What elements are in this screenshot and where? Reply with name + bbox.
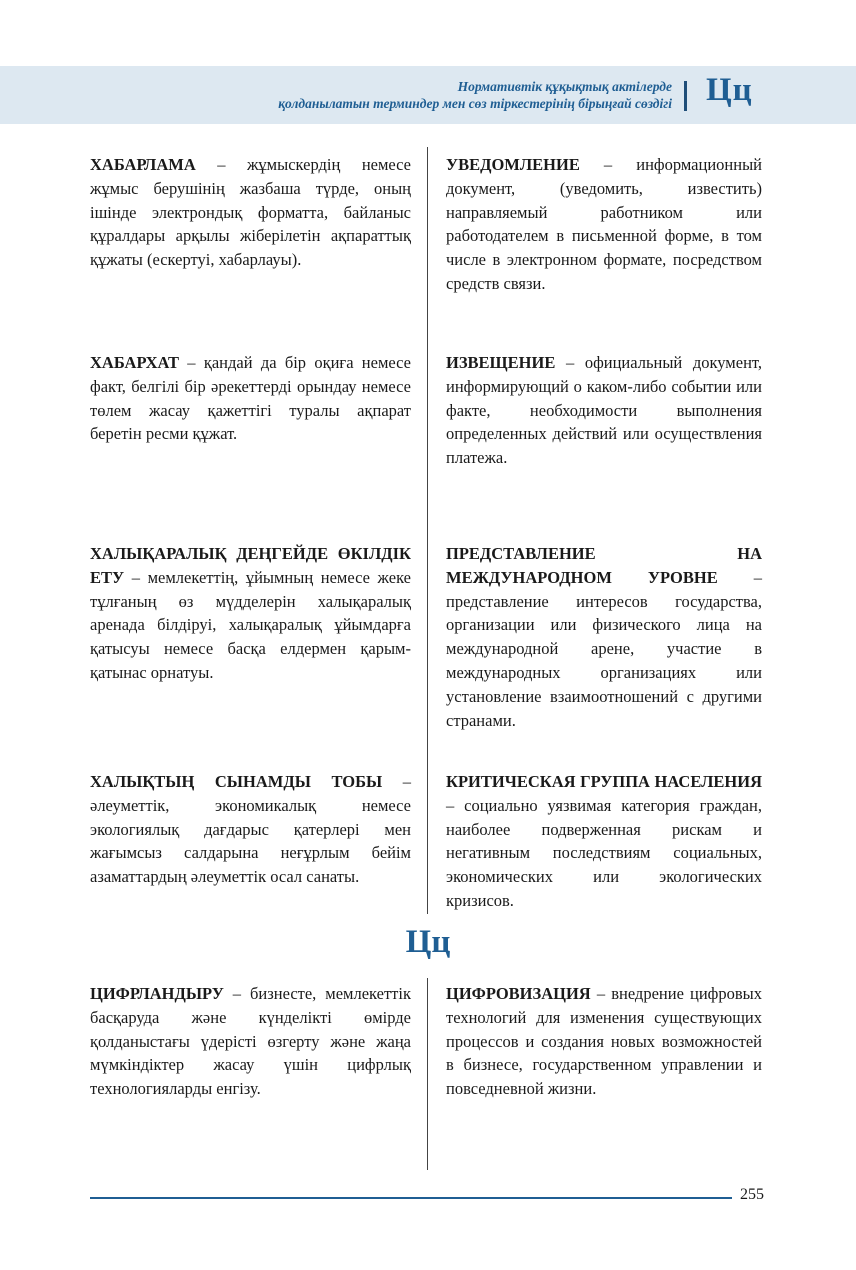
term-kz: ЦИФРЛАНДЫРУ — [90, 984, 224, 1003]
entry-kz-2 — [90, 351, 411, 446]
term-ru: ПРЕДСТАВЛЕНИЕ НА МЕЖДУНАРОДНОМ УРОВНЕ — [446, 544, 762, 587]
term-kz: ХАБАРХАТ — [90, 353, 180, 372]
entry-kz-1 — [90, 153, 411, 272]
entry-kz-5 — [90, 982, 411, 1101]
entry-ru-1 — [446, 153, 762, 296]
term-kz: ХАЛЫҚТЫҢ СЫНАМДЫ ТОБЫ — [90, 772, 383, 791]
entry-kz-4 — [90, 770, 411, 889]
definition-ru: – информационный документ, (уведомить, известить) направляемый работником или работодателем в письменной форме, в том числе в электронном формате, посредством средств связи. — [446, 155, 762, 293]
definition-kz: – бизнесте, мемлекеттік басқаруда және күнделікті өмірде қолданыстағы үдерісті өзгерту және жаңа мүмкіндіктер жасау үшін цифрлық технологияларды енгізу. — [90, 984, 411, 1099]
term-kz: ХАБАРЛАМА — [90, 155, 196, 174]
header-divider-bar — [684, 81, 687, 111]
definition-ru: – внедрение цифровых технологий для изменения существующих процессов и создания новых возможностей в бизнесе, государственном управлении и повседневной жизни. — [446, 984, 762, 1099]
definition-ru: – представление интересов государства, организации или физического лица на международной арене, участие в международных организациях или установление взаимоотношений с другими странами. — [446, 567, 763, 730]
definition-kz: – жұмыскердің немесе жұмыс берушінің жазбаша түрде, оның ішінде электрондық форматта, байланыс құралдары арқылы жіберілетін ақпараттық құжаты (ескертуі, хабарлауы). — [90, 155, 411, 270]
entry-ru-5 — [446, 982, 762, 1101]
definition-kz: – әлеуметтік, экономикалық немесе экологиялық дағдарыс қатерлері мен жағымсыз салдарына неғұрлым бейім азаматтардың әлеуметтік осал санаты. — [90, 772, 411, 887]
footer-rule — [90, 1197, 732, 1199]
running-header-line-2: қолданылатын терминдер мен сөз тіркестерінің бірыңғай сөздігі — [278, 96, 672, 111]
term-ru: УВЕДОМЛЕНИЕ — [446, 155, 580, 174]
entry-ru-4 — [446, 770, 762, 913]
header-section-letter: Цц — [706, 72, 753, 108]
term-ru: ЦИФРОВИЗАЦИЯ — [446, 984, 591, 1003]
entry-kz-3 — [90, 542, 411, 685]
definition-kz: – қандай да бір оқиға немесе факт, белгілі бір әрекеттерді орындау немесе төлем жасау қажеттігі туралы ақпарат беретін ресми құжат. — [90, 353, 411, 444]
term-kz: ХАЛЫҚАРАЛЫҚ ДЕҢГЕЙДЕ ӨКІЛДІК ЕТУ — [90, 544, 411, 587]
column-divider-top — [427, 147, 428, 914]
entry-ru-2 — [446, 351, 762, 470]
column-divider-bottom — [427, 978, 428, 1170]
section-letter-heading: Цц — [405, 924, 451, 960]
term-ru: КРИТИЧЕСКАЯ ГРУППА НАСЕЛЕНИЯ — [446, 772, 762, 791]
term-ru: ИЗВЕЩЕНИЕ — [446, 353, 556, 372]
definition-ru: – социально уязвимая категория граждан, наиболее подверженная рискам и негативным последствиям социальных, экономических или экологических кризисов. — [446, 795, 762, 910]
definition-ru: – официальный документ, информирующий о каком-либо событии или факте, необходимости выполнения определенных действий или осуществления платежа. — [446, 353, 762, 468]
running-header-line-1: Нормативтік құқықтық актілерде — [457, 79, 672, 94]
page-number: 255 — [740, 1186, 764, 1203]
running-header-title — [278, 78, 672, 112]
definition-kz: – мемлекеттің, ұйымның немесе жеке тұлғаның өз мүдделерін халықаралық аренада білдіруі, халықаралық ұйымдарға қатысуы немесе басқа елдермен қарым-қатынас орнатуы. — [90, 567, 411, 682]
entry-ru-3 — [446, 542, 762, 732]
